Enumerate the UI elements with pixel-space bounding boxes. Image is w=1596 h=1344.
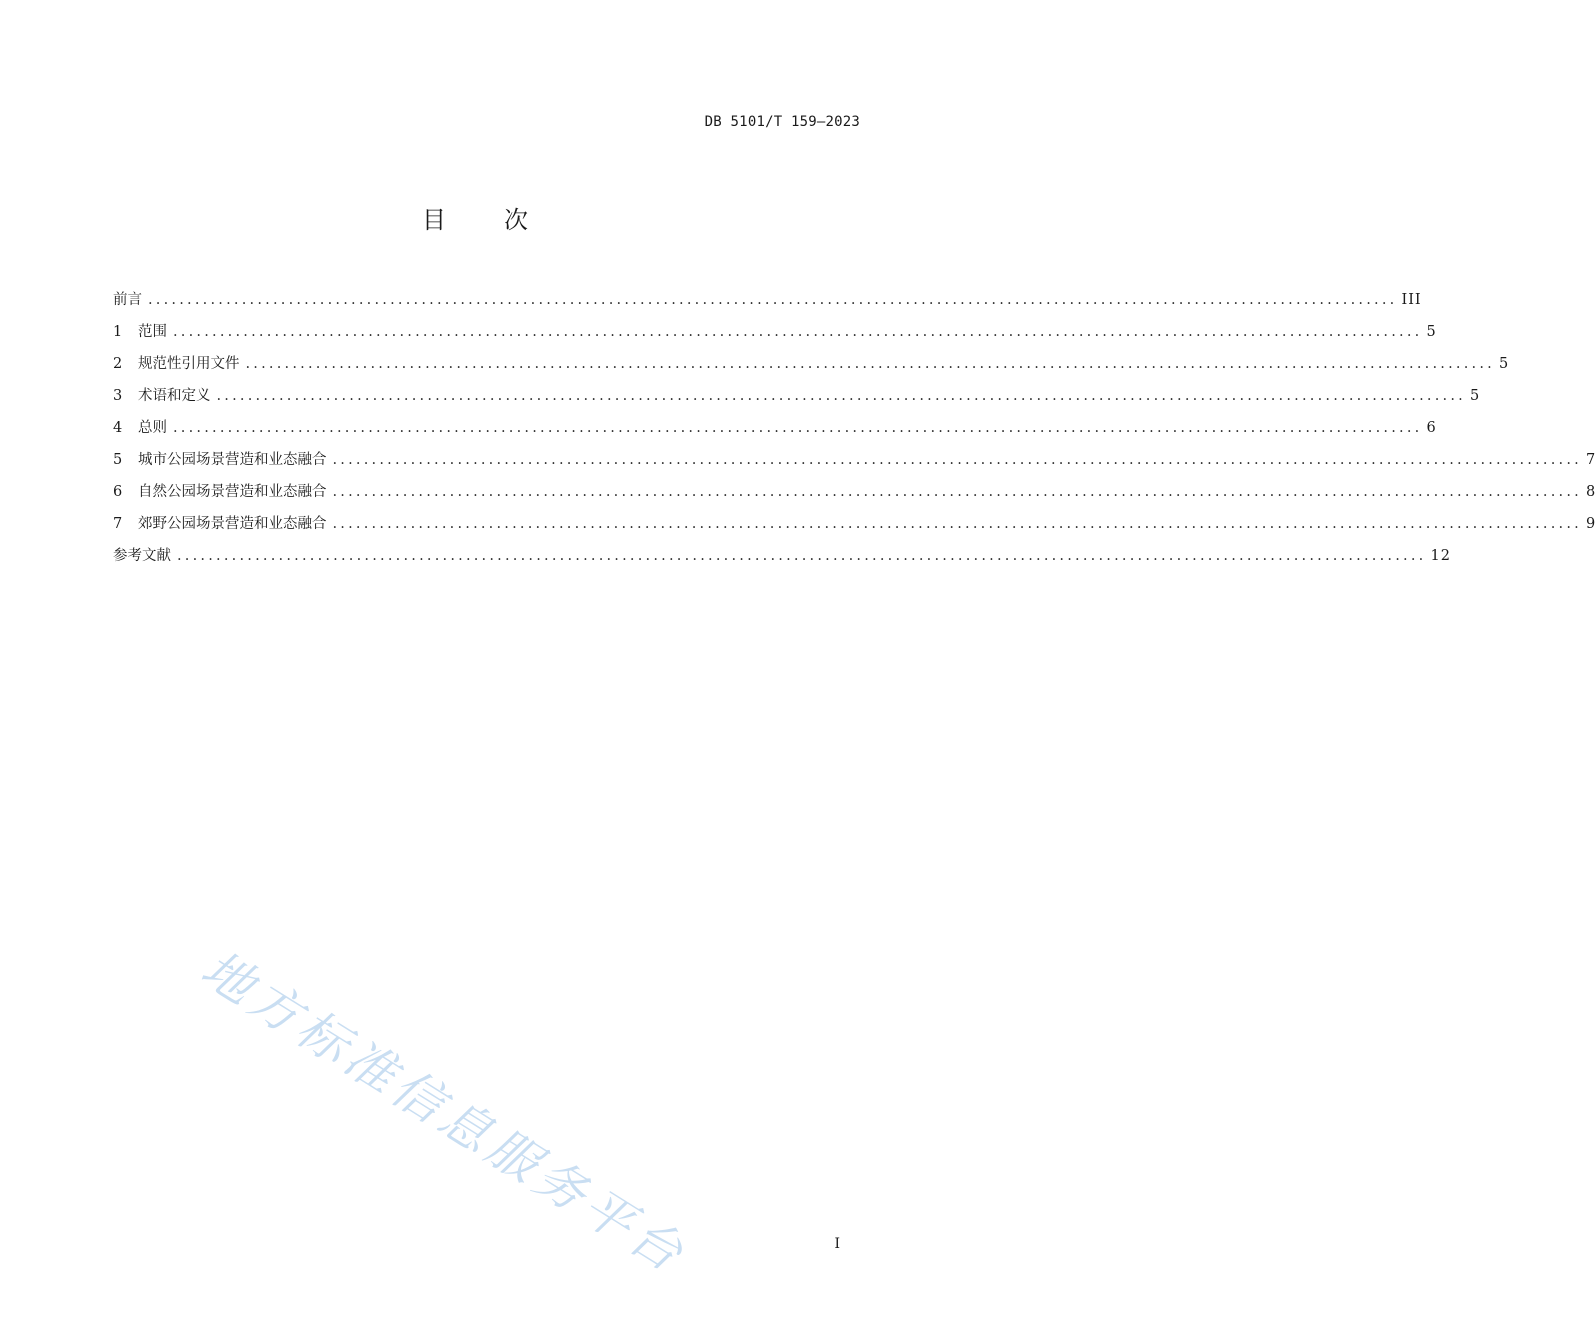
toc-entry-page: 7 <box>1585 452 1596 468</box>
toc-dot-leader: ................................................................................................................................................................ <box>173 324 1423 340</box>
toc-entry-label: 自然公园场景营造和业态融合 <box>138 484 327 500</box>
toc-entry-label: 范围 <box>138 324 167 340</box>
page-number: I <box>834 1236 840 1252</box>
toc-entry-label: 总则 <box>138 420 167 436</box>
toc-entry-number: 7 <box>113 516 123 532</box>
toc-entry-page: 5 <box>1426 324 1437 340</box>
toc-entry-page: III <box>1401 292 1422 308</box>
toc-entry-number: 6 <box>113 484 123 500</box>
toc-entry-number: 3 <box>113 388 123 404</box>
toc-title <box>0 200 950 235</box>
toc-entry-page: 12 <box>1430 548 1451 564</box>
toc-entry-number: 5 <box>113 452 123 468</box>
toc-entry-number: 1 <box>113 324 123 340</box>
toc-entry-label: 郊野公园场景营造和业态融合 <box>138 516 327 532</box>
toc-entry-label: 规范性引用文件 <box>138 356 240 372</box>
toc-entry-label: 参考文献 <box>113 548 171 564</box>
toc-entry-page: 9 <box>1585 516 1596 532</box>
table-of-contents <box>113 286 1596 574</box>
toc-entry-3[interactable] <box>113 382 1481 414</box>
toc-title-char-1: 目 <box>422 206 446 234</box>
toc-entry-page: 8 <box>1585 484 1596 500</box>
toc-dot-leader: ................................................................................................................................................................ <box>148 292 1398 308</box>
toc-entry-page: 5 <box>1498 356 1510 372</box>
toc-dot-leader: ................................................................................................................................................................ <box>173 420 1423 436</box>
toc-dot-leader: ................................................................................................................................................................ <box>245 356 1495 372</box>
watermark: 地方标准信息服务平台 <box>191 939 698 1286</box>
toc-entry-references[interactable] <box>113 542 1451 574</box>
toc-dot-leader: ................................................................................................................................................................ <box>332 452 1582 468</box>
toc-dot-leader: ................................................................................................................................................................ <box>332 484 1582 500</box>
toc-entry-label: 城市公园场景营造和业态融合 <box>138 452 327 468</box>
toc-dot-leader: ................................................................................................................................................................ <box>177 548 1427 564</box>
toc-entry-number: 2 <box>113 356 123 372</box>
toc-entry-foreword[interactable] <box>113 286 1422 318</box>
toc-dot-leader: ................................................................................................................................................................ <box>332 516 1582 532</box>
toc-title-char-2: 次 <box>504 206 528 234</box>
toc-entry-1[interactable] <box>113 318 1437 350</box>
toc-entry-number: 4 <box>113 420 123 436</box>
toc-entry-2[interactable] <box>113 350 1510 382</box>
toc-entry-page: 6 <box>1426 420 1437 436</box>
toc-entry-page: 5 <box>1469 388 1481 404</box>
toc-entry-label: 前言 <box>113 292 142 308</box>
toc-entry-7[interactable] <box>113 510 1596 542</box>
document-code: DB 5101/T 159—2023 <box>704 114 860 130</box>
toc-entry-6[interactable] <box>113 478 1596 510</box>
toc-entry-4[interactable] <box>113 414 1437 446</box>
toc-entry-label: 术语和定义 <box>138 388 211 404</box>
toc-entry-5[interactable] <box>113 446 1596 478</box>
toc-dot-leader: ................................................................................................................................................................ <box>216 388 1466 404</box>
